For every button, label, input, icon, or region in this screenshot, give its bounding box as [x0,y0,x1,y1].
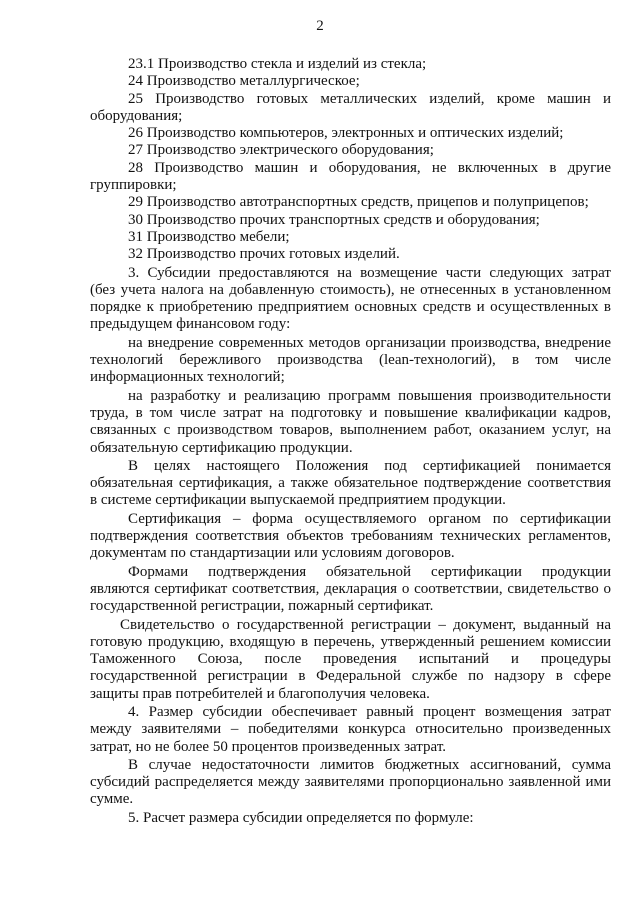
text-line: Таможенного Союза, после проведения испытаний и процедуры [90,651,611,668]
text-line: 28 Производство машин и оборудования, не включенных в другие [128,159,611,176]
text-line: подтверждения соответствия объектов требованиям технических регламентов, [90,528,611,545]
text-line: Формами подтверждения обязательной сертификации продукции [128,563,611,580]
text-line: являются сертификат соответствия, декларация о соответствии, свидетельство о [90,580,611,597]
text-line: затрат, но не более 50 процентов произведенных затрат. [90,738,446,755]
text-line: связанных с производством товаров, выполнением работ, оказанием услуг, на [90,422,611,439]
text-line: 25 Производство готовых металлических изделий, кроме машин и [128,90,611,107]
text-line: 4. Размер субсидии обеспечивает равный процент возмещения затрат [128,703,611,720]
text-line: сумме. [90,791,134,808]
text-line: между заявителями – победителями конкурса относительно произведенных [90,721,611,738]
text-line: готовую продукцию, входящую в перечень, утвержденный решением комиссии [90,633,611,650]
text-line: 23.1 Производство стекла и изделий из стекла; [128,56,427,72]
text-line: труда, в том числе затрат на подготовку и повышение квалификации кадров, [90,404,611,421]
text-line: обязательную сертификацию продукции. [90,439,353,456]
text-line: 31 Производство мебели; [128,228,290,245]
text-line: технологий бережливого производства (lean-технологий), в том числе [90,352,611,369]
text-line: предыдущем финансовом году: [90,316,291,333]
text-line: 29 Производство автотранспортных средств, прицепов и полуприцепов; [128,194,589,211]
text-line: государственной регистрации, пожарный сертификат. [90,598,434,615]
text-line: информационных технологий; [90,369,285,386]
text-line: 30 Производство прочих транспортных средств и оборудования; [128,211,540,228]
text-line: обязательная сертификация, а также обязательное подтверждение соответствия [90,475,611,492]
document-body [90,56,611,827]
text-line: В целях настоящего Положения под сертификацией понимается [128,457,611,474]
text-line: документам по стандартизации или условиям договоров. [90,545,455,562]
text-line: оборудования; [90,107,183,124]
text-line: государственной регистрации в Федеральной службе по надзору в сфере [90,668,611,685]
text-line: на разработку и реализацию программ повышения производительности [128,387,611,404]
text-line: защиты прав потребителей и благополучия человека. [90,685,430,702]
text-line: группировки; [90,177,177,194]
text-line: 27 Производство электрического оборудования; [128,142,434,159]
text-line: 5. Расчет размера субсидии определяется по формуле: [128,809,474,826]
text-line: (без учета налога на добавленную стоимость), не отнесенных в установленном [90,281,611,298]
text-line: Свидетельство о государственной регистрации – документ, выданный на [120,616,611,633]
page-number: 2 [316,18,324,34]
text-line: субсидий распределяется между заявителями пропорционально заявленной ими [90,774,611,791]
text-line: в системе сертификации выпускаемой предприятием продукции. [90,492,506,509]
text-line: В случае недостаточности лимитов бюджетных ассигнований, сумма [128,756,611,773]
text-line: Сертификация – форма осуществляемого органом по сертификации [128,510,611,527]
text-line: 3. Субсидии предоставляются на возмещение части следующих затрат [128,264,611,281]
text-line: порядке к приобретению предприятием основных средств и осуществленных в [90,299,611,316]
text-line: на внедрение современных методов организации производства, внедрение [128,334,611,351]
text-line: 32 Производство прочих готовых изделий. [128,246,400,263]
text-line: 24 Производство металлургическое; [128,73,360,90]
text-line: 26 Производство компьютеров, электронных и оптических изделий; [128,125,564,142]
